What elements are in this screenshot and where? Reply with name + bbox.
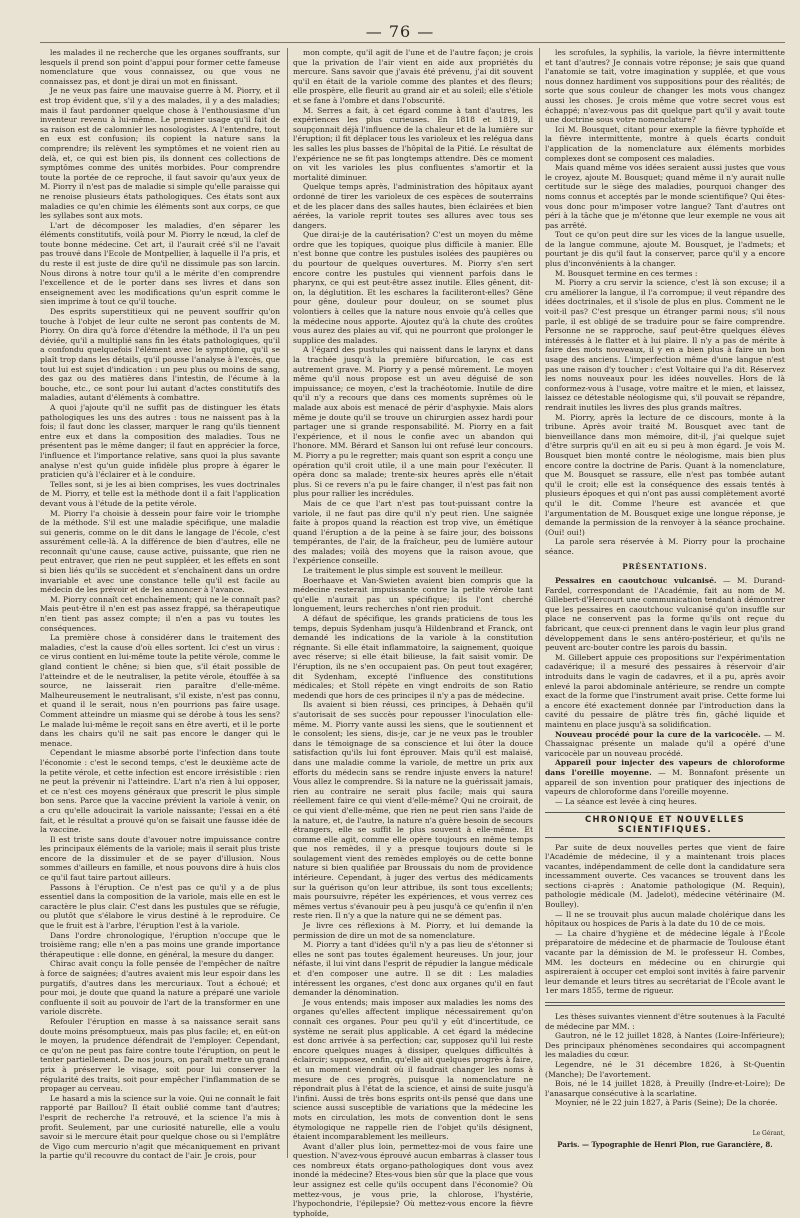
presentation-item [545,797,785,807]
paragraph: Le traitement le plus simple est souvent le meilleur. [303,566,504,576]
paragraph: Des esprits superstitieux qui ne peuvent souffrir qu'on touche à l'objet de leur culte ne seront pas contents de M. Piorry. On dira qu'à force d'étendre la méthode, il l'a un peu déviée, qu'il a multiplié sans fin les états pathologiques, qu'il a confondu quelquefois l'élément avec le symptôme, qu'il se plaît trop dans les détails, qu'il pousse l'analyse à l'excès, que tout lui est sujet d'indication : un peu plus ou moins de sang, des gaz ou des matières dans l'intestin, de l'écume à la bouche, etc., ce sont pour lui autant d'actes constitutifs des maladies, autant d'éléments à combattre. [40,307,280,403]
paragraph: Telles sont, si je les ai bien comprises, les vues doctrinales de M. Piorry, et telle est la méthode dont il a fait l'application devant vous à l'étude de la petite vérole. [40,479,280,508]
column-rule-2 [539,48,540,1158]
theses-intro: Les thèses suivantes viennent d'être soutenues à la Faculté de médecine par MM. : [545,1012,785,1031]
presentation-text: — La séance est levée à cinq heures. [555,796,697,806]
presentation-item [545,576,785,653]
presentation-text: — M. Durand-Fardel, correspondant de l'Académie, fait au nom de M. Gillebert-d'Hercourt une communication tendant à démontrer que les pessaires en caoutchouc vulcanisé qu'on insuffle sur place ne conservent pas la forme qu'ils ont reçue du fabricant, que ceux-ci prennent dans le vagin leur plus grand développement dans le sens antéro-postérieur, et qu'ils ne peuvent arc-bouter contre les parois du bassin. [545,576,785,653]
paragraph: Mais de ce que l'art n'est pas tout-puissant contre la variole, il ne faut pas dire qu'il n'y peut rien. Une saignée faite à propos quand la réaction est trop vive, un émétique quand l'éruption a de la peine à se faire jour, des boissons tempérantes, de l'air, de la fraîcheur, peu de lumière autour des malades; voilà des moyens que la raison avoue, que l'expérience conseille. [293,498,533,566]
paragraph: M. Piorry connaît cet enchaînement; qui ne le connaît pas? Mais peut-être il n'en est pas assez frappé, sa thérapeutique n'en tient pas assez compte; il n'en a pas vu toutes les conséquences. [40,594,280,633]
paragraph: Mais quand même vos idées seraient aussi justes que vous le croyez, ajoute M. Bousquet; quand même il n'y aurait nulle certitude sur le siège des maladies, pourquoi changer des noms connus et acceptés par le monde scientifique? Qui êtes-vous donc pour m'imposer votre langue? Tant d'autres ont péri à la tâche que je m'étonne que leur exemple ne vous ait pas arrêté. [545,163,785,230]
thesis-item: Moynier, né le 22 juin 1827, à Paris (Seine); De la chorée. [555,1098,778,1108]
paragraph: Je ne veux pas faire une mauvaise guerre à M. Piorry, et il est trop évident que, s'il y a des malades, il y a des maladies; mais il faut pardonner quelque chose à l'enthousiasme d'un inventeur revenu à lui-même. Le premier usage qu'il fait de sa raison est de calomnier les nosologistes. A l'entendre, tout en eux est confusion; ils copient la nature sans la comprendre; ils relèvent les symptômes et ne voient rien au delà, et, ce qui est bien pis, ils donnent ces collections de symptômes comme des unités morbides. Pour comprendre toute la portée de ce reproche, il faut savoir qu'aux yeux de M. Piorry il n'est pas de maladie si simple qu'elle paraisse qui ne renoise plusieurs états pathologiques. Ces états sont aux maladies ce qu'en chimie les éléments sont aux corps, ce que les syllabes sont aux mots. [40,86,280,221]
chronique-item: Par suite de deux nouvelles pertes que vient de faire l'Académie de médecine, il y a maintenant trois places vacantes, indépendamment de celle dont la candidature sera incessamment ouverte. Ces vacances se trouvent dans les sections ci-après : Anatomie pathologique (M. Requin), pathologie médicale (M. Jadelot), médecine vétérinaire (M. Boulley). [545,842,785,910]
paragraph: M. Bousquet termine en ces termes : [555,268,698,278]
paragraph: les scrofules, la syphilis, la variole, la fièvre intermittente et tant d'autres? Je connais votre réponse; je sais que quand l'anatomie se tait, votre imagination y supplée, et que vous nous donnez hardiment vos suppositions pour des réalités; de sorte que sous couleur de changer les mots vous changez aussi les choses. Je crois même que votre secret vous est échappé; n'avez-vous pas dit quelque part qu'il y avait toute une doctrine sous votre nomenclature? [545,48,785,125]
paragraph: A l'égard des pustules qui naissent dans le larynx et dans la trachée jusqu'à la première bifurcation, le cas est autrement grave. M. Piorry y a pensé mûrement. Le moyen même qu'il nous propose est un aveu déguisé de son impuissance; ce moyen, c'est la trachéotomie. Inutile de dire qu'il n'y a recours que dans ces moments suprêmes où le malade aux abois est menacé de périr d'asphyxie. Mais alors même je doute qu'il se trouve un chirurgien assez hardi pour partager une si grande responsabilité. M. Piorry en a fait l'expérience, et il nous le confie avec un abandon qui l'honore. MM. Bérard et Sanson lui ont refusé leur concours. M. Piorry a pu le regretter; mais quant son esprit a conçu une opération qu'il croit utile, il a une main pour l'exécuter. Il opéra donc sa malade; trente-six heures après elle n'était plus. Si ce revers n'a pu le faire changer, il n'est pas fait non plus pour rallier les incrédules. [293,345,533,499]
page-number: — 76 — [365,22,435,41]
paragraph: La première chose à considérer dans le traitement des maladies, c'est la cause d'où elles sortent. Ici c'est un virus : ce virus contient en lui-même toute la petite vérole, comme le gland contient le chêne; si bien que, s'il était possible de l'atteindre et de le neutraliser, la petite vérole, étouffée à sa source, ne laisserait rien paraître d'elle-même. Malheureusement le neutralisant, s'il existe, n'est pas connu, et quand il le serait, nous n'en pourrions pas faire usage. Comment atteindre un miasme qui se dérobe à tous les sens? Le malade lui-même le reçoit sans en être averti, et il le porte dans les chairs qu'il ne sait pas encore le danger qui le menace. [40,633,280,748]
header-rule [40,42,785,43]
paragraph: Passons à l'éruption. Ce n'est pas ce qu'il y a de plus essentiel dans la composition de la variole, mais elle en est le caractère le plus clair. C'est dans les pustules que se réfugie, ou plutôt que s'élabore le virus destiné à le reproduire. Ce que le fruit est à l'arbre, l'éruption l'est à la variole. [40,882,280,931]
paragraph: A défaut de spécifique, les grands praticiens de tous les temps, depuis Sydenham jusqu'à Hildenbrand et Franck, ont demandé les indications de la variole à la constitution régnante. Si elle était inflammatoire, la saignement, quoique avec réserve; si elle était bilieuse, la fait saisit vomir. De l'éruption, ils ne s'en occupaient pas. On peut tout exagérer, dit Sydenham, excepté l'influence des constitutions médicales; et Stoll répète en vingt endroits de son Ratio medendi que hors de ces principes il n'y a pas de médecine. [293,614,533,700]
paragraph: Refouler l'éruption en masse à sa naissance serait sans doute moins présomptueux, mais pas plus facile; et, en eût-on le moyen, la prudence défendrait de l'employer. Cependant, ce qu'on ne peut pas faire contre toute l'éruption, on peut le tenter partiellement. De nos jours, on paraît mettre un grand prix à préserver le visage, soit pour lui conserver la régularité des traits, soit pour empêcher l'inflammation de se propager au cerveau. [40,1016,280,1094]
paragraph: Tout ce qu'on peut dire sur les vices de la langue usuelle, de la langue commune, ajoute M. Bousquet, je l'admets; et pourtant je dis qu'il faut la conserver, parce qu'il y a encore plus d'inconvénients à la changer. [545,230,785,269]
chronique-item: — La chaire d'hygiène et de médecine légale à l'École préparatoire de médecine et de pharmacie de Toulouse étant vacante par la démission de M. le professeur H. Combes, MM. les docteurs en médecine ou en chirurgie qui aspireraient à occuper cet emploi sont invités à faire parvenir leur demande et leurs titres au secrétariat de l'École avant le 1er mars 1855, terme de rigueur. [545,928,785,996]
paragraph: Il est triste sans doute d'avouer notre impuissance contre les principaux éléments de la variole; mais il serait plus triste encore de la dissimuler et de se payer d'illusion. Nous sommes d'ailleurs en famille, et nous pouvons dire à huis clos ce qu'il faut taire partout ailleurs. [40,834,280,883]
paragraph: Le hasard a mis la science sur la voie. Qui ne connaît le fait rapporté par Baillou? Il était oublié comme tant d'autres; l'esprit de recherche l'a retrouvé, et la science l'a mis à profit. Seulement, par une curiosité naturelle, elle a voulu savoir si le mercure était pour quelque chose ou si l'emplâtre de Vigo cum mercurio n'agit que mécaniquement en privant la partie qu'il recouvre du contact de l'air. Je crois, pour [40,1093,280,1161]
thesis-item: Bois, né le 14 juillet 1828, à Preuilly (Indre-et-Loire); De l'anasarque consécutive à la scarlatine. [545,1079,785,1098]
presentations-heading: PRÉSENTATIONS. [622,562,708,572]
paragraph: Quelque temps après, l'administration des hôpitaux ayant ordonné de tirer les varioleux de ces espèces de souterrains et de les placer dans des salles hautes, bien éclairées et bien aérées, la variole reprit toutes ses allures avec tous ses dangers. [293,182,533,230]
paragraph: L'art de décomposer les maladies, d'en séparer les éléments constitutifs, voilà pour M. Piorry le nœud, la clef de toute bonne médecine. Cet art, il l'aurait créé s'il ne l'avait pas trouvé dans l'Ecole de Montpellier, à laquelle il l'a pris, et du reste il est juste de dire qu'il ne dissimule pas son larcin. Nous dirons à notre tour qu'il a le mérite d'en comprendre l'excellence et de le porter dans ses livres et dans son enseignement avec les modifications qu'un esprit comme le sien imprime à tout ce qu'il touche. [40,220,280,307]
presentation-text: — M. Chassaignac présente un malade qu'il a opéré d'une varicocèle par un nouveau procédé. [545,729,785,758]
paragraph: M. Piorry a cru servir la science, c'est là son excuse; il a cru améliorer la langue, il l'a corrompue; il veut répandre des idées doctrinales, et il s'isole de plus en plus. Comment ne le voit-il pas? C'est presque un étranger parmi nous; s'il nous parle, il est obligé de se traduire pour se faire comprendre. Personne ne se rapproche, sauf peut-être quelques élèves intéressés à le flatter et à lui plaire. Il n'y a pas de mérite à faire des mots nouveaux, il y en a bien plus à faire un bon usage des anciens. L'imperfection même d'une langue n'est pas une raison d'y toucher : c'est Voltaire qui l'a dit. Réservez les noms nouveaux pour les idées nouvelles. Hors de là conformez-vous à l'usage, votre maître et le mien, et laissez, laissez ce détestable néologisme qui, s'il pouvait se répandre, rendrait inutiles les livres des plus grands maîtres. [545,278,785,412]
paragraph: La parole sera réservée à M. Piorry pour la prochaine séance. [545,537,785,556]
presentation-lead: Nouveau procédé pour la cure de la varicocèle. [555,729,761,739]
paragraph: Ils avaient si bien réussi, ces principes, à Dehaën qu'il s'autorisait de ses succès pour repousser l'inoculation elle-même. M. Piorry vante aussi les siens, que le soutiennent et le consolent; les siens, dis-je, car je ne veux pas le troubler dans le témoignage de sa conscience et lui ôter la douce satisfaction qu'ils lui font éprouver. Mais qu'il est malaisé, dans une maladie comme la variole, de mettre un prix aux efforts du médecin sans se rendre injuste envers la nature! Vous allez le comprendre. Si la nature ne la guérissait jamais, rien au contraire ne serait plus facile; mais qui saura réellement faire ce qui vient d'elle-même? Qui ne croirait, de ce qui vient d'elle-même, que rien ne peut rien sans l'aide de la nature, et, de l'autre, la nature n'a guère besoin de secours étrangers, elle se suffit le plus souvent à elle-même. Et comme elle agit, comme elle opère toujours en même temps que nos remèdes, il y a presque toujours doute si le soulagement vient des remèdes employés ou de cette bonne nature si bien qualifiée par Broussais du nom de providence intérieure. Cependant, à juger des vertus des médicaments sur la guérison qu'on leur attribue, ils sont tous excellents; mais poursuivre, répéter les expériences, et vous verrez ces mêmes vertus s'évanouir peu à peu jusqu'à ce qu'enfin il n'en reste rien. Il n'y a que la nature qui ne se dément pas. [293,700,533,921]
chronique-heading: CHRONIQUE ET NOUVELLES SCIENTIFIQUES. [545,812,785,837]
thesis-item: Gautron, né le 12 juillet 1828, à Nantes (Loire-Inférieure); Des principaux phénomènes secondaires qui accompagnent les maladies du cœur. [545,1031,785,1060]
paragraph: M. Piorry l'a choisie à dessein pour faire voir le triomphe de la méthode. S'il est une maladie spécifique, une maladie sui generis, comme on le dit dans le langage de l'école, c'est assurément celle-là. A la différence de bien d'autres, elle ne reconnaît qu'une cause, cause active, puissante, que rien ne peut entraver, que rien ne peut suppléer, et les effets en sont si bien liés qu'ils se succèdent et s'enchaînent dans un ordre invariable et avec une constance telle qu'il est facile au médecin de les prévoir et de les annoncer à l'avance. [40,508,280,595]
paragraph: Chirac avait conçu la folle pensée de l'empêcher de naître à force de saignées; d'autres avaient mis leur espoir dans les purgatifs, d'autres dans les mercuriaux. Tout a échoué; et pour moi, je doute que quand la nature a préparé une variole confluente il soit au pouvoir de l'art de la transformer en une variole discrète. [40,959,280,1017]
presentation-lead: Pessaires en caoutchouc vulcanisé. [555,576,717,586]
paragraph: M. Piorry, après la lecture de ce discours, monte à la tribune. Après avoir traité M. Bousquet avec tant de bienveillance dans mon mémoire, dit-il, j'ai quelque sujet d'être surpris qu'il en ait eu si peu à mon égard. Je vois M. Bousquet bien monté contre le néologisme, mais bien plus encore contre la doctrine de Paris. Quant à la nomenclature, que M. Bousquet se rassure, elle n'est pas tombée autant qu'il le croit; elle est la conséquence des essais tentés à plusieurs époques et qui n'ont pas aussi complètement avorté qu'il le dit. Comme l'heure est avancée et que l'argumentation de M. Bousquet exige une longue réponse, je demande la permission de la renvoyer à la séance prochaine. (Oui! oui!) [545,412,785,537]
section-divider [545,1002,785,1006]
paragraph: Cependant le miasme absorbé porte l'infection dans toute l'économie : c'est le second temps, c'est le deuxième acte de la petite vérole, et cette infection est encore irrésistible : rien ne peut la prévenir ni l'atteindre. L'art n'a rien à lui opposer, et ce n'est ces moyens généraux que prescrit le plus simple bon sens. Parce que la vaccine prévient la variole à venir, on a cru qu'elle adoucirait la variole naissante; l'essai en a été fait, et le résultat a prouvé qu'on se faisait une fausse idée de la vaccine. [40,748,280,835]
gerant-signature: Le Gérant, [752,1130,785,1137]
paragraph: A quoi j'ajoute qu'il ne suffit pas de distinguer les états pathologiques les uns des autres : tous ne naissent pas à la fois; il faut donc les classer, marquer le rang qu'ils tiennent entre eux et dans la composition des maladies. Tous ne présentent pas le même danger; il faut en apprécier la force, l'influence et l'importance relative, sans quoi la plus savante analyse n'est qu'un guide infidèle plus propre à égarer le praticien qu'à l'éclairer et à le conduire. [40,402,280,480]
presentation-item [545,758,785,796]
paragraph: Boerhaave et Van-Swieten avaient bien compris que la médecine resterait impuissante contre la petite vérole tant qu'elle n'aurait pas un spécifique; ils l'ont cherché longuement, leurs recherches n'ont rien produit. [293,575,533,614]
presentation-text: M. Gillebert appuie ces propositions sur l'expérimentation cadavérique; il a mesuré des pessaires à réservoir d'air introduits dans le vagin de cadavres, et il a pu, après avoir enlevé la paroi abdominale antérieure, se rendre un compte exact de la forme que l'instrument avait prise. Cette forme lui a encore été exactement donnée par l'introduction dans la cavité du pessaire de plâtre très fin, gâché liquide et maintenu en place jusqu'à sa solidification. [545,652,785,729]
paragraph: Ici M. Bousquet, citant pour exemple la fièvre typhoïde et la fièvre intermittente, montre à quels écarts conduit l'application de la nomenclature aux éléments morbides complexes dont se composent ces maladies. [545,124,785,163]
printer-imprint: Paris. — Typographie de Henri Plon, rue Garancière, 8. [557,1140,773,1149]
presentation-item [545,730,785,759]
paragraph: M. Piorry a tant d'idées qu'il n'y a pas lieu de s'étonner si elles ne sont pas toutes également heureuses. Un jour, jour néfaste, il lui vint dans l'esprit de répudier la langue médicale et d'en composer une autre. Il se dit : Les maladies intéressent les organes, c'est donc aux organes qu'il en faut demander la dénomination. [293,940,533,998]
paragraph: M. Serres a fait, à cet égard comme à tant d'autres, les expériences les plus curieuses. En 1818 et 1819, il soupçonnait déjà l'influence de la chaleur et de la lumière sur l'éruption; il fit déplacer tous les varioleux et les relégua dans les salles les plus basses de l'hôpital de la Pitié. Le résultat de l'expérience ne se fit pas longtemps attendre. Dès ce moment on vit les varioles les plus confluentes s'amortir et la mortalité diminuer. [293,105,533,182]
column-2 [293,48,533,1218]
paragraph: Dans l'ordre chronologique, l'éruption n'occupe que le troisième rang; elle n'en a pas moins une grande importance thérapeutique : elle donne, en général, la mesure du danger. [40,930,280,959]
column-3 [545,48,785,1148]
paragraph: Je livre ces réflexions à M. Piorry, et lui demande la permission de dire un mot de sa nomenclature. [293,921,533,940]
thesis-item: Legendre, né le 31 décembre 1826, à St-Quentin (Manche); De l'avortement. [545,1059,785,1079]
paragraph: mon compte, qu'il agit de l'une et de l'autre façon; je crois que la privation de l'air vient en aide aux propriétés du mercure. Sans savoir que j'avais été prévenu, j'ai dit souvent qu'il en était de la variole comme des plantes et des fleurs; elle prospère, elle fleurit au grand air et au soleil; elle s'étiole et se fane à l'ombre et dans l'obscurité. [293,48,533,105]
paragraph: Avant d'aller plus loin, permettez-moi de vous faire une question. N'avez-vous éprouvé aucun embarras à classer tous ces nombreux états organo-pathologiques dont vous avez inondé la médecine? Etes-vous bien sûr que la place que vous leur assignez est celle qu'ils occupent dans l'économie? Où mettez-vous, je vous prie, la chlorose, l'hystérie, l'hypochondrie, l'épilepsie? Où mettez-vous encore la fièvre typhoïde, [293,1141,533,1218]
column-rule-1 [287,48,288,1158]
column-1 [40,48,280,1161]
presentation-text: — M. Bonnafont présente un appareil de son invention pour pratiquer des injections de vapeurs de chloroforme dans l'oreille moyenne. [545,767,785,797]
paragraph: Que dirai-je de la cautérisation? C'est un moyen du même ordre que les topiques, quoique plus difficile à manier. Elle n'est bonne que contre les pustules isolées des paupières ou du pourtour de quelques ouvertures. M. Piorry s'en sert encore contre les pustules qui viennent parfois dans le pharynx, ce qui est peut-être assez inutile. Elles gênent, dit-on, la déglutition. Et les eschares la faciliteront-elles? Gêne pour gêne, douleur pour douleur, on se soumet plus volontiers à celles que la nature nous envoie qu'à celles que la médecine nous apporte. Ajoutez qu'à la chute des croûtes vous aurez des plaies au vif, qui ne pourront que prolonger le supplice des malades. [293,230,533,345]
chronique-item: — Il ne se trouvait plus aucun malade cholérique dans les hôpitaux ou hospices de Paris à la date du 10 de ce mois. [545,909,785,929]
presentation-lead: Appareil pour injecter des vapeurs de chloroforme dans l'oreille moyenne. [545,758,785,777]
paragraph: les malades il ne recherche que les organes souffrants, sur lesquels il prend son point d'appui pour former cette fameuse nomenclature que vous connaissez, ou que vous ne connaissez pas, et dont je dirai un mot en finissant. [40,48,280,86]
paragraph: Je vous entends; mais imposer aux maladies les noms des organes qu'elles affectent implique nécessairement qu'on connaît ces organes. Pour peu qu'il y eût d'incertitude, ce système ne serait plus applicable. A cet égard la médecine est donc arrivée à sa perfection; car, supposez qu'il lui reste encore quelques nuages à dissiper, quelques difficultés à éclaircir; supposez, enfin, qu'elle ait quelques progrès à faire, et un moment viendrait où il faudrait changer les noms à mesure de ces progrès, puisque la nomenclature ne répondrait plus à l'état de la science, et ainsi de suite jusqu'à l'infini. Aussi de très bons esprits ont-ils pensé que dans une science aussi susceptible de variations que la médecine les mots en circulation, les mots de convention dont le sens étymologique ne rappelle rien de l'objet qu'ils désignent, étaient incomparablement les meilleurs. [293,997,533,1142]
presentation-item [545,653,785,730]
